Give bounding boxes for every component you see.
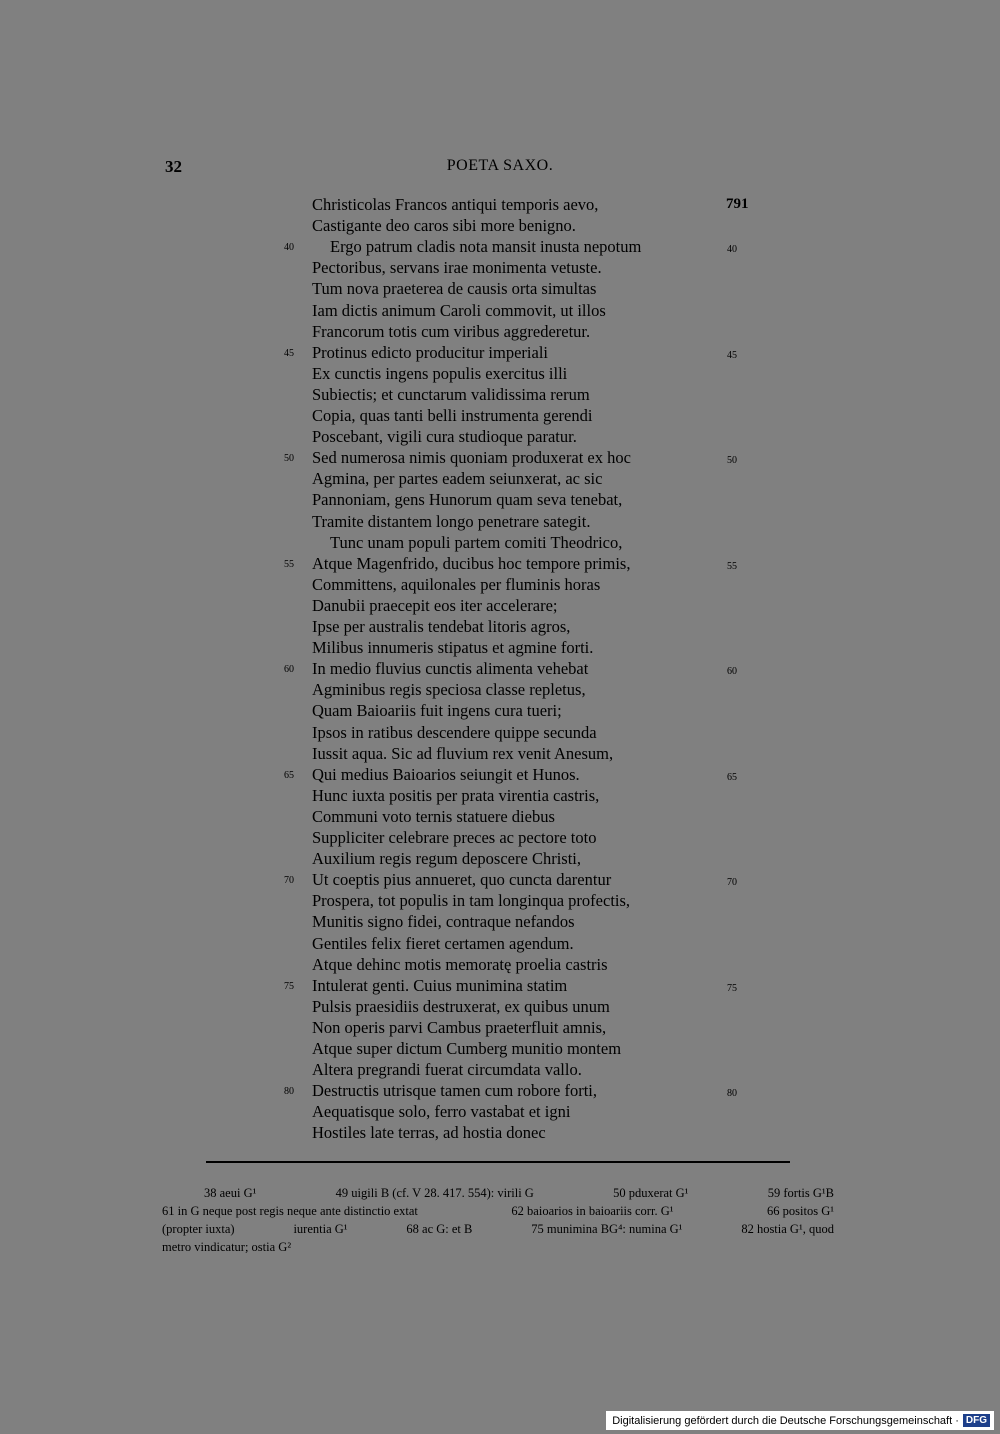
verse-line: Quam Baioariis fuit ingens cura tueri;: [312, 701, 562, 721]
line-number-right: 45: [727, 349, 737, 361]
dfg-logo: DFG: [963, 1414, 990, 1427]
verse-line: Atque Magenfrido, ducibus hoc tempore primis,: [312, 553, 631, 573]
verse-line: Poscebant, vigili cura studioque paratur.: [312, 427, 577, 447]
line-number-left: 65: [284, 769, 294, 781]
verse-line: Altera pregrandi fuerat circumdata vallo.: [312, 1060, 582, 1080]
line-number-right: 55: [727, 560, 737, 572]
verse-line: Sed numerosa nimis quoniam produxerat ex hoc: [312, 448, 631, 468]
footnote-entry: (propter iuxta): [162, 1222, 235, 1236]
page-number: 32: [165, 157, 182, 176]
side-reference: 791: [726, 196, 749, 212]
line-number-right: 60: [727, 666, 737, 678]
line-number-right: 65: [727, 771, 737, 783]
verse-line: In medio fluvius cunctis alimenta vehebat: [312, 659, 589, 679]
line-number-right: 50: [727, 455, 737, 467]
footnote-entry: 61 in G neque post regis neque ante distinctio extat: [162, 1204, 418, 1218]
verse-line: Tum nova praeterea de causis orta simultas: [312, 279, 597, 299]
footnote-entry: 75 munimina BG⁴: numina G¹: [531, 1222, 683, 1236]
verse-line: Ex cunctis ingens populis exercitus illi: [312, 363, 568, 383]
footnote-entry: metro vindicatur; ostia G²: [162, 1240, 292, 1254]
verse-line: Ipsos in ratibus descendere quippe secunda: [312, 722, 597, 742]
line-number-left: 55: [284, 558, 294, 570]
verse-line: Suppliciter celebrare preces ac pectore toto: [312, 828, 597, 847]
verse-line: Subiectis; et cunctarum validissima rerum: [312, 384, 590, 404]
line-number-left: 50: [284, 453, 294, 465]
verse-line: Pulsis praesidiis destruxerat, ex quibus unum: [312, 996, 610, 1016]
verse-line: Ipse per australis tendebat litoris agros,: [312, 617, 571, 636]
footnote-line: [162, 1220, 834, 1238]
footnote-entry: 66 positos G¹: [767, 1204, 834, 1218]
verse-line: Danubii praecepit eos iter accelerare;: [312, 595, 558, 615]
verse-line: Non operis parvi Cambus praeterfluit amnis,: [312, 1017, 607, 1037]
footnote-entry: 62 baioarios in baioariis corr. G¹: [511, 1204, 674, 1218]
verse-line: Protinus edicto producitur imperiali: [312, 342, 548, 362]
footnote-entry: 82 hostia G¹, quod: [741, 1222, 834, 1236]
verse-line: Pannoniam, gens Hunorum quam seva tenebat,: [312, 490, 623, 510]
verse-line: Aequatisque solo, ferro vastabat et igni: [312, 1102, 571, 1122]
line-number-left: 70: [284, 875, 294, 887]
verse-line: Agmina, per partes eadem seiunxerat, ac sic: [312, 469, 603, 489]
verse-line: Intulerat genti. Cuius munimina statim: [312, 975, 568, 995]
verse-line: Francorum totis cum viribus aggrederetur.: [312, 321, 591, 341]
footnote-rule: [206, 1161, 790, 1163]
verse-line: Prospera, tot populis in tam longinqua profectis,: [312, 891, 631, 911]
verse-line: Communi voto ternis statuere diebus: [312, 806, 555, 826]
verse-line: Milibus innumeris stipatus et agmine forti.: [312, 638, 594, 658]
line-number-left: 40: [284, 242, 294, 254]
verse-line: Qui medius Baioarios seiungit et Hunos.: [312, 764, 580, 784]
line-number-left: 75: [284, 980, 294, 992]
footnote-entry: 68 ac G: et B: [406, 1222, 473, 1236]
footnote-entry: iurentia G¹: [293, 1222, 348, 1236]
verse-line: Ut coeptis pius annueret, quo cuncta darentur: [312, 870, 612, 890]
apparatus-footnotes: [162, 1184, 834, 1256]
verse-line: Tramite distantem longo penetrare sategit.: [312, 511, 591, 531]
verse-line: Christicolas Francos antiqui temporis aevo,: [312, 195, 599, 214]
footnote-entry: 59 fortis G¹B: [767, 1186, 834, 1200]
verse-line: Atque super dictum Cumberg munitio montem: [312, 1039, 622, 1058]
verse-line: Iussit aqua. Sic ad fluvium rex venit Anesum,: [312, 743, 614, 763]
verse-line: Hunc iuxta positis per prata virentia castris,: [312, 785, 600, 805]
verse-line: Pectoribus, servans irae monimenta vetuste.: [312, 258, 602, 278]
line-number-left: 60: [284, 664, 294, 676]
running-head: POETA SAXO.: [446, 157, 554, 174]
footnote-entry: 38 aeui G¹: [204, 1186, 257, 1200]
footnote-line: [162, 1202, 834, 1220]
verse-line: Castigante deo caros sibi more benigno.: [312, 216, 576, 236]
verse-line: Copia, quas tanti belli instrumenta gerendi: [312, 406, 593, 425]
verse-line: Destructis utrisque tamen cum robore forti,: [312, 1081, 598, 1101]
verse-line: Munitis signo fidei, contraque nefandos: [312, 912, 575, 932]
footnote-entry: 49 uigili B (cf. V 28. 417. 554): virili G: [335, 1186, 534, 1200]
verse-line: Hostiles late terras, ad hostia donec: [312, 1123, 546, 1143]
line-number-right: 70: [727, 877, 737, 889]
line-number-right: 75: [727, 982, 737, 994]
verse-line: Committens, aquilonales per fluminis horas: [312, 574, 601, 594]
dfg-credit-text: Digitalisierung gefördert durch die Deutsche Forschungsgemeinschaft ·: [612, 1414, 959, 1427]
verse-line: Auxilium regis regum deposcere Christi,: [312, 849, 581, 869]
footnote-entry: 50 pduxerat G¹: [613, 1186, 689, 1200]
verse-line: Iam dictis animum Caroli commovit, ut illos: [312, 300, 606, 320]
verse-line: Atque dehinc motis memoratę proelia castris: [312, 954, 608, 974]
line-number-right: 40: [727, 244, 737, 256]
line-number-right: 80: [727, 1088, 737, 1100]
line-number-left: 45: [284, 347, 294, 359]
dfg-credit: [606, 1411, 994, 1430]
footnote-line: [162, 1238, 834, 1256]
verse-line: Tunc unam populi partem comiti Theodrico,: [330, 532, 623, 552]
footnote-line: [162, 1184, 834, 1202]
line-number-left: 80: [284, 1086, 294, 1098]
verse-line: Agminibus regis speciosa classe repletus,: [312, 680, 586, 700]
verse-line: Gentiles felix fieret certamen agendum.: [312, 933, 574, 953]
verse-line: Ergo patrum cladis nota mansit inusta nepotum: [330, 237, 642, 257]
